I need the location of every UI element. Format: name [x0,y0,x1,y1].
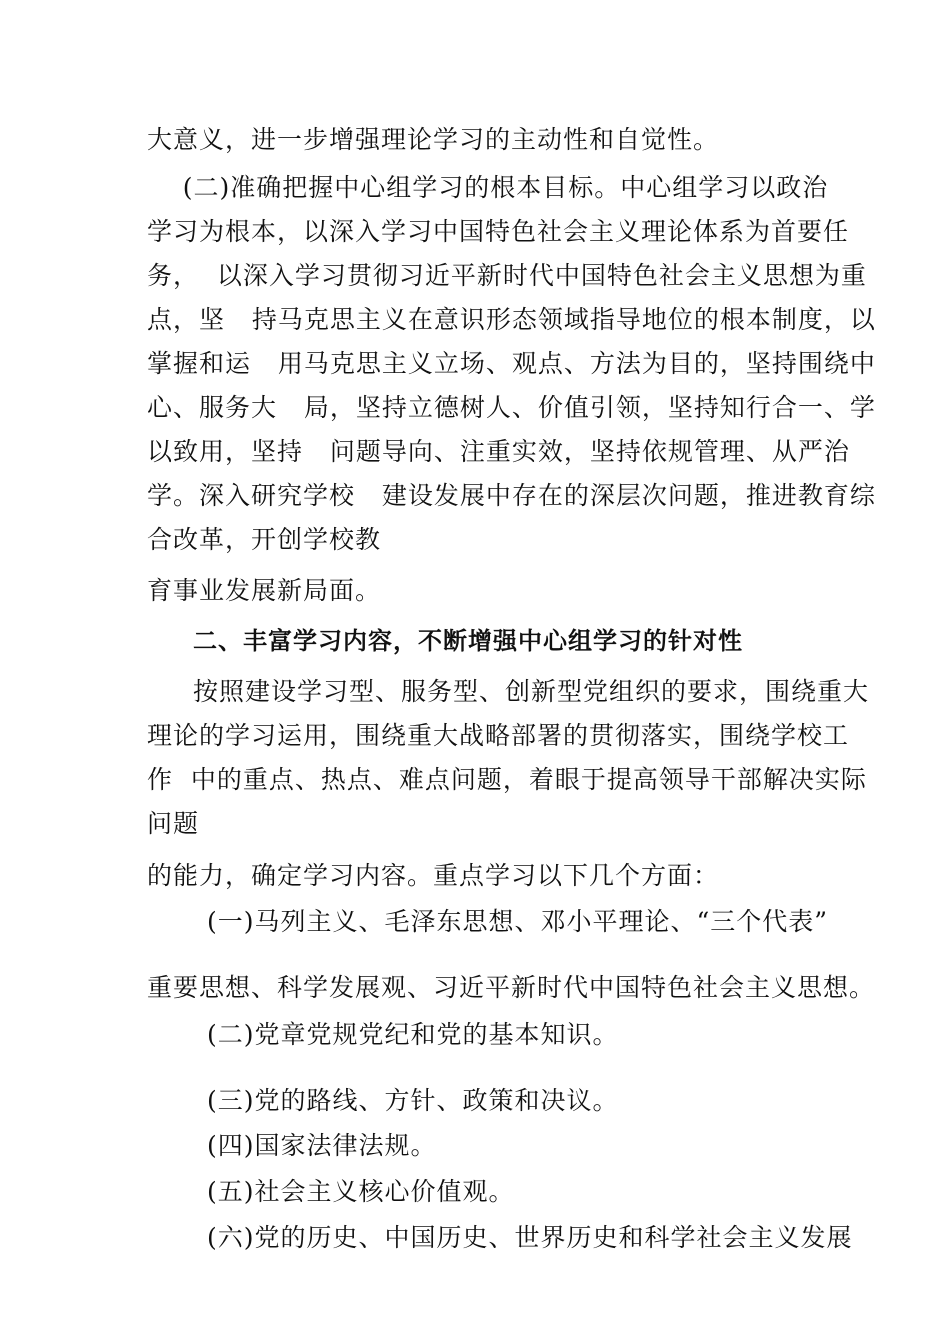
list-item: (二)党章党规党纪和党的基本知识。 [207,1020,619,1049]
paragraph-line: 学。深入研究学校 建设发展中存在的深层次问题，推进教育综 [147,481,876,510]
paragraph-line: 大意义，进一步增强理论学习的主动性和自觉性。 [147,125,720,154]
paragraph-line: 务， 以深入学习贯彻习近平新时代中国特色社会主义思想为重 [147,261,867,290]
paragraph-line: 心、服务大 局，坚持立德树人、价值引领，坚持知行合一、学 [147,393,876,422]
list-item: (一)马列主义、毛泽东思想、邓小平理论、“三个代表” [207,907,829,936]
paragraph-line: 学习为根本，以深入学习中国特色社会主义理论体系为首要任 [147,217,850,246]
list-item: (三)党的路线、方针、政策和决议。 [207,1086,619,1115]
paragraph-line: 按照建设学习型、服务型、创新型党组织的要求，围绕重大 [193,677,870,706]
paragraph-line: 点，坚 持马克思主义在意识形态领域指导地位的根本制度，以 [147,305,876,334]
paragraph-line: 问题 [147,809,200,838]
list-item: (四)国家法律法规。 [207,1131,437,1160]
paragraph-line: 作 中的重点、热点、难点问题，着眼于提高领导干部解决实际 [147,765,867,794]
paragraph-line: 以致用，坚持 问题导向、注重实效，坚持依规管理、从严治 [147,437,850,466]
paragraph-line: 理论的学习运用，围绕重大战略部署的贯彻落实，围绕学校工 [147,721,850,750]
paragraph-line: 掌握和运 用马克思主义立场、观点、方法为目的，坚持围绕中 [147,349,876,378]
section-heading: 二、丰富学习内容，不断增强中心组学习的针对性 [193,627,743,655]
list-item-continuation: 重要思想、科学发展观、习近平新时代中国特色社会主义思想。 [147,973,876,1002]
paragraph-line: (二)准确把握中心组学习的根本目标。中心组学习以政治 [147,173,829,202]
paragraph-line: 合改革，开创学校教 [147,525,382,554]
paragraph-line: 的能力，确定学习内容。重点学习以下几个方面： [147,861,720,890]
paragraph-line: 育事业发展新局面。 [147,576,382,605]
list-item: (五)社会主义核心价值观。 [207,1177,515,1206]
list-item: (六)党的历史、中国历史、世界历史和科学社会主义发展 [207,1223,853,1252]
